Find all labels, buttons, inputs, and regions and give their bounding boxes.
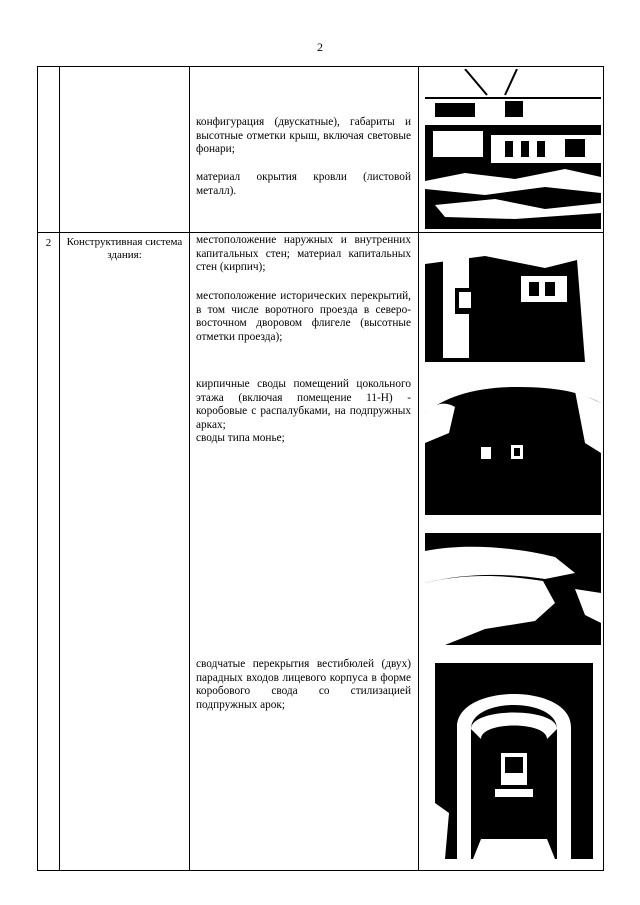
monier-vault-photo — [425, 533, 601, 645]
page-number: 2 — [317, 40, 323, 54]
gateway-passage-photo — [425, 234, 601, 362]
row-number: 2 — [38, 233, 60, 871]
feature-description — [190, 233, 419, 871]
feature-name: Конструктивная система здания: — [60, 233, 190, 871]
feature-name — [60, 67, 190, 233]
table-row — [38, 233, 604, 871]
description-paragraph: кирпичные своды помещений цокольного этажа (включая помещение 11-Н) - коробовые с распалубками, на подпружных арках; своды типа монье; — [196, 378, 411, 445]
table-row — [38, 67, 604, 233]
description-paragraph: местоположение исторических перекрытий, в том числе воротного проезда в северо-восточном дворовом флигеле (высотные отметки проезда); — [196, 290, 411, 343]
description-paragraph: сводчатые перекрытия вестибюлей (двух) парадных входов лицевого корпуса в форме коробового свода со стилизацией подпружных арок; — [196, 658, 411, 711]
basement-vault-photo — [425, 383, 601, 515]
description-paragraph: материал окрытия кровли (листовой металл). — [196, 171, 411, 197]
description-paragraph: конфигурация (двускатные), габариты и высотные отметки крыш, включая световые фонари; — [196, 116, 411, 156]
row-number — [38, 67, 60, 233]
feature-description — [190, 67, 419, 233]
roof-photo — [425, 69, 601, 229]
vestibule-vault-photo — [435, 663, 593, 859]
protected-features-table — [37, 66, 604, 871]
photo-cell — [419, 233, 604, 871]
description-paragraph: местоположение наружных и внутренних капитальных стен; материал капитальных стен (кирпич); — [196, 234, 411, 274]
photo-cell — [419, 67, 604, 233]
